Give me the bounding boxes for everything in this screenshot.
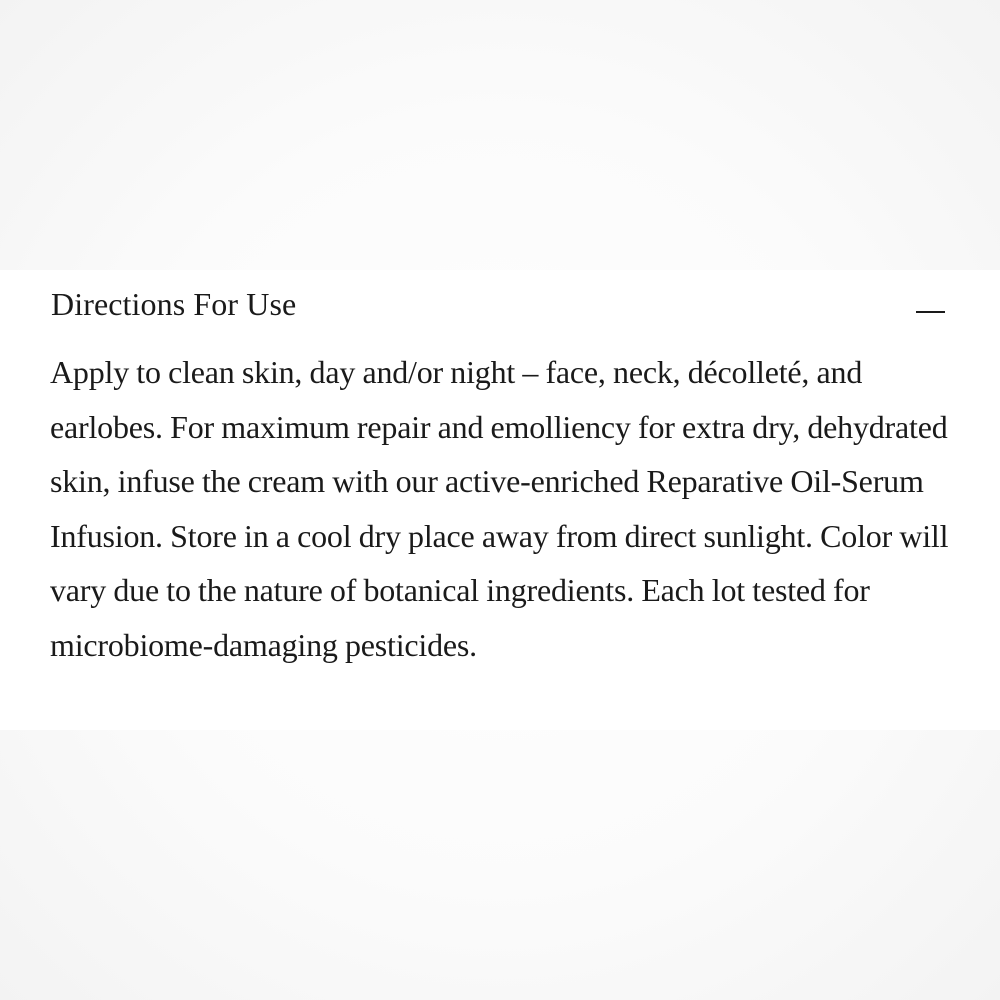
section-title: Directions For Use <box>51 286 297 322</box>
directions-accordion <box>0 270 1000 730</box>
minus-icon <box>916 311 945 313</box>
collapse-toggle-button[interactable] <box>910 296 950 336</box>
directions-text: Apply to clean skin, day and/or night – face, neck, décolleté, and earlobes. For maximum repair and emolliency for extra dry, dehydrated skin, infuse the cream with our active-enriched Reparative Oil-Serum Infusion. Store in a cool dry place away from direct sunlight. Color will vary due to the nature of botanical ingredients. Each lot tested for microbiome-damaging pesticides. <box>50 354 949 663</box>
accordion-header[interactable] <box>50 270 950 336</box>
